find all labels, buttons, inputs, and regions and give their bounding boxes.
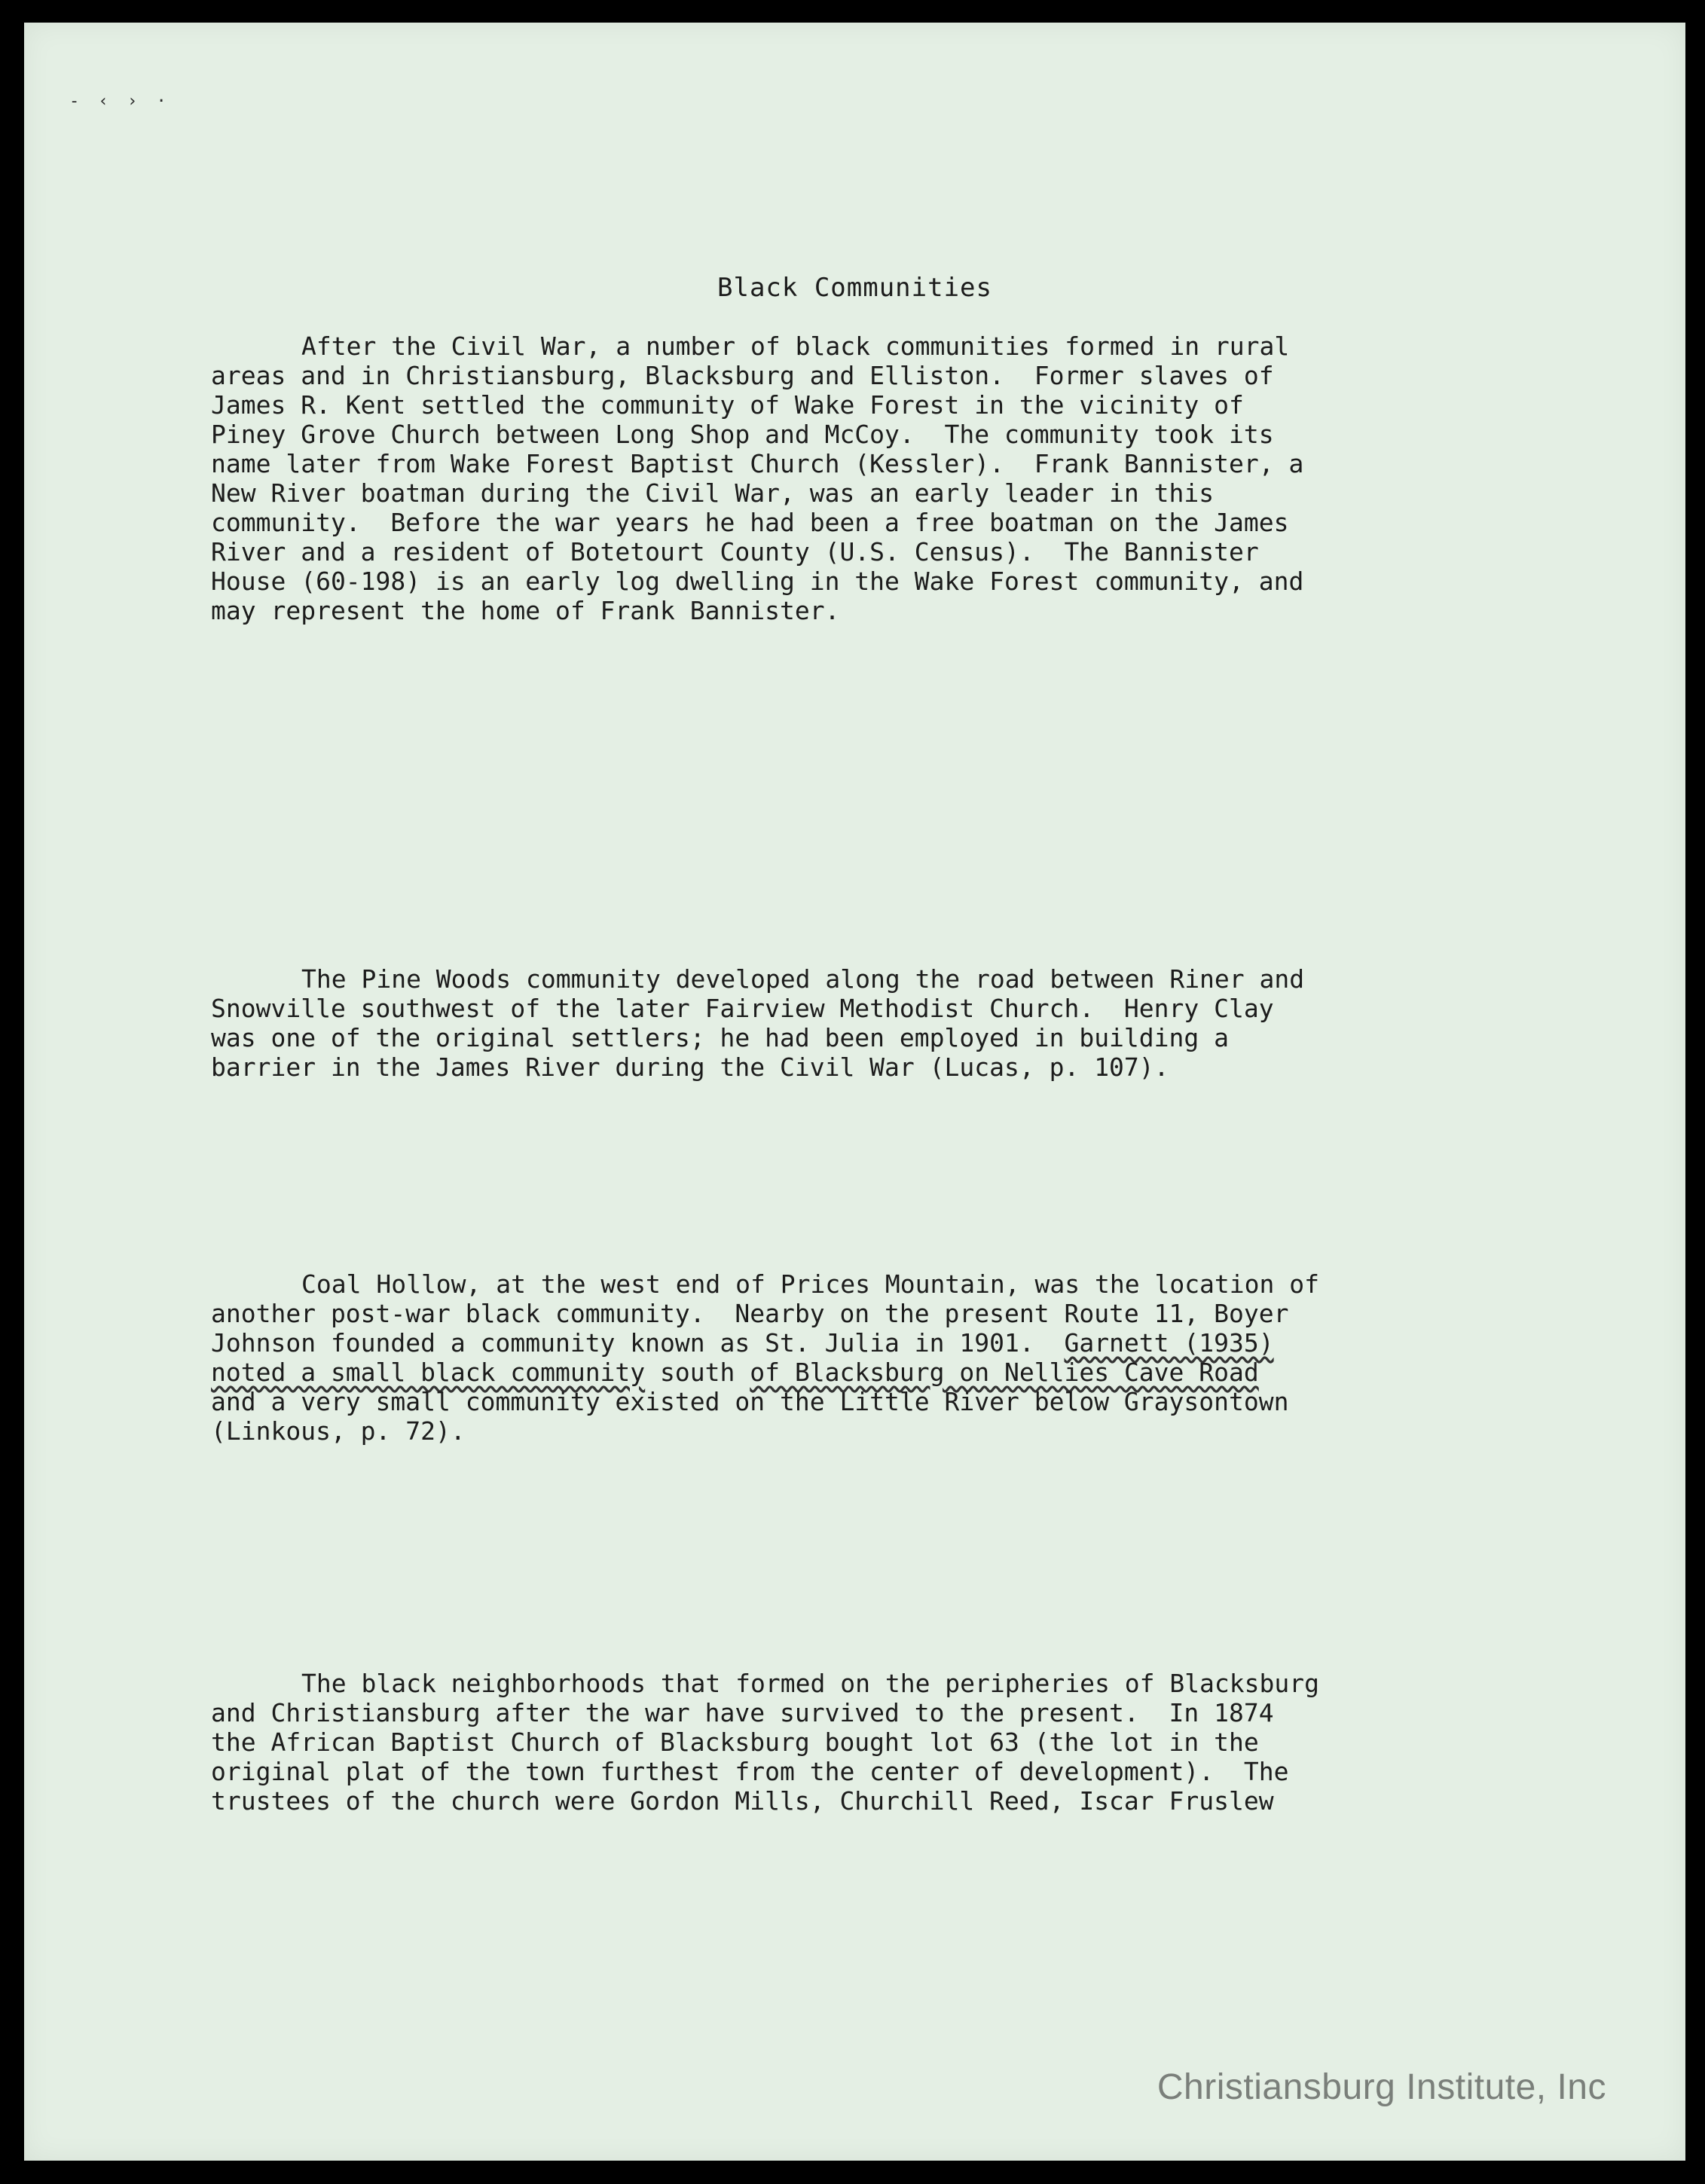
text-line: The black neighborhoods that formed on the peripheries of Blacksburg xyxy=(301,1669,1320,1698)
text-line: House (60-198) is an early log dwelling in the Wake Forest community, and xyxy=(211,567,1304,596)
text-line: River and a resident of Botetourt County (U.S. Census). The Bannister xyxy=(211,537,1259,567)
text-line: may represent the home of Frank Bannister. xyxy=(211,596,840,625)
text-line: Snowville southwest of the later Fairview Methodist Church. Henry Clay xyxy=(211,994,1274,1023)
corner-mark: - ‹ › · xyxy=(69,92,171,111)
text-line: and a very small community existed on the Little River below Graysontown xyxy=(211,1387,1289,1416)
text-line: barrier in the James River during the Civil War (Lucas, p. 107). xyxy=(211,1052,1169,1082)
text-line: Coal Hollow, at the west end of Prices Mountain, was the location of xyxy=(301,1269,1320,1299)
document-page xyxy=(24,23,1685,2161)
text-line: trustees of the church were Gordon Mills, Churchill Reed, Iscar Fruslew xyxy=(211,1786,1274,1816)
text-line: New River boatman during the Civil War, was an early leader in this xyxy=(211,478,1215,508)
text-line xyxy=(211,1328,1620,1358)
text-line: was one of the original settlers; he had been employed in building a xyxy=(211,1023,1230,1052)
text-line: original plat of the town furthest from the center of development). The xyxy=(211,1757,1289,1786)
paragraph-2 xyxy=(211,964,1620,1082)
text-line: James R. Kent settled the community of Wake Forest in the vicinity of xyxy=(211,390,1244,420)
underlined-text: noted a small black community xyxy=(211,1358,646,1387)
text-line: After the Civil War, a number of black communities formed in rural xyxy=(301,331,1290,361)
text-line: another post-war black community. Nearby on the present Route 11, Boyer xyxy=(211,1299,1289,1328)
paragraph-4 xyxy=(211,1669,1620,1816)
watermark-text: Christiansburg Institute, Inc xyxy=(1157,2067,1606,2107)
text-line: Piney Grove Church between Long Shop and McCoy. The community took its xyxy=(211,420,1274,449)
text-segment: south xyxy=(645,1358,750,1387)
underlined-text: of Blacksburg on Nellies Cave Road xyxy=(750,1358,1259,1387)
text-line xyxy=(211,1358,1620,1387)
underlined-citation: Garnett (1935) xyxy=(1064,1328,1274,1358)
text-line: The Pine Woods community developed along the road between Riner and xyxy=(301,964,1305,994)
text-line: and Christiansburg after the war have survived to the present. In 1874 xyxy=(211,1698,1274,1727)
paragraph-3 xyxy=(211,1269,1620,1446)
page-title: Black Communities xyxy=(717,273,992,303)
text-line: name later from Wake Forest Baptist Church (Kessler). Frank Bannister, a xyxy=(211,449,1304,478)
text-line: community. Before the war years he had been a free boatman on the James xyxy=(211,508,1289,537)
text-line: (Linkous, p. 72). xyxy=(211,1416,466,1446)
text-line: areas and in Christiansburg, Blacksburg and Elliston. Former slaves of xyxy=(211,361,1274,390)
text-line: the African Baptist Church of Blacksburg bought lot 63 (the lot in the xyxy=(211,1727,1259,1757)
text-segment: Johnson founded a community known as St. Julia in 1901. xyxy=(211,1328,1065,1358)
paragraph-1 xyxy=(211,331,1620,625)
